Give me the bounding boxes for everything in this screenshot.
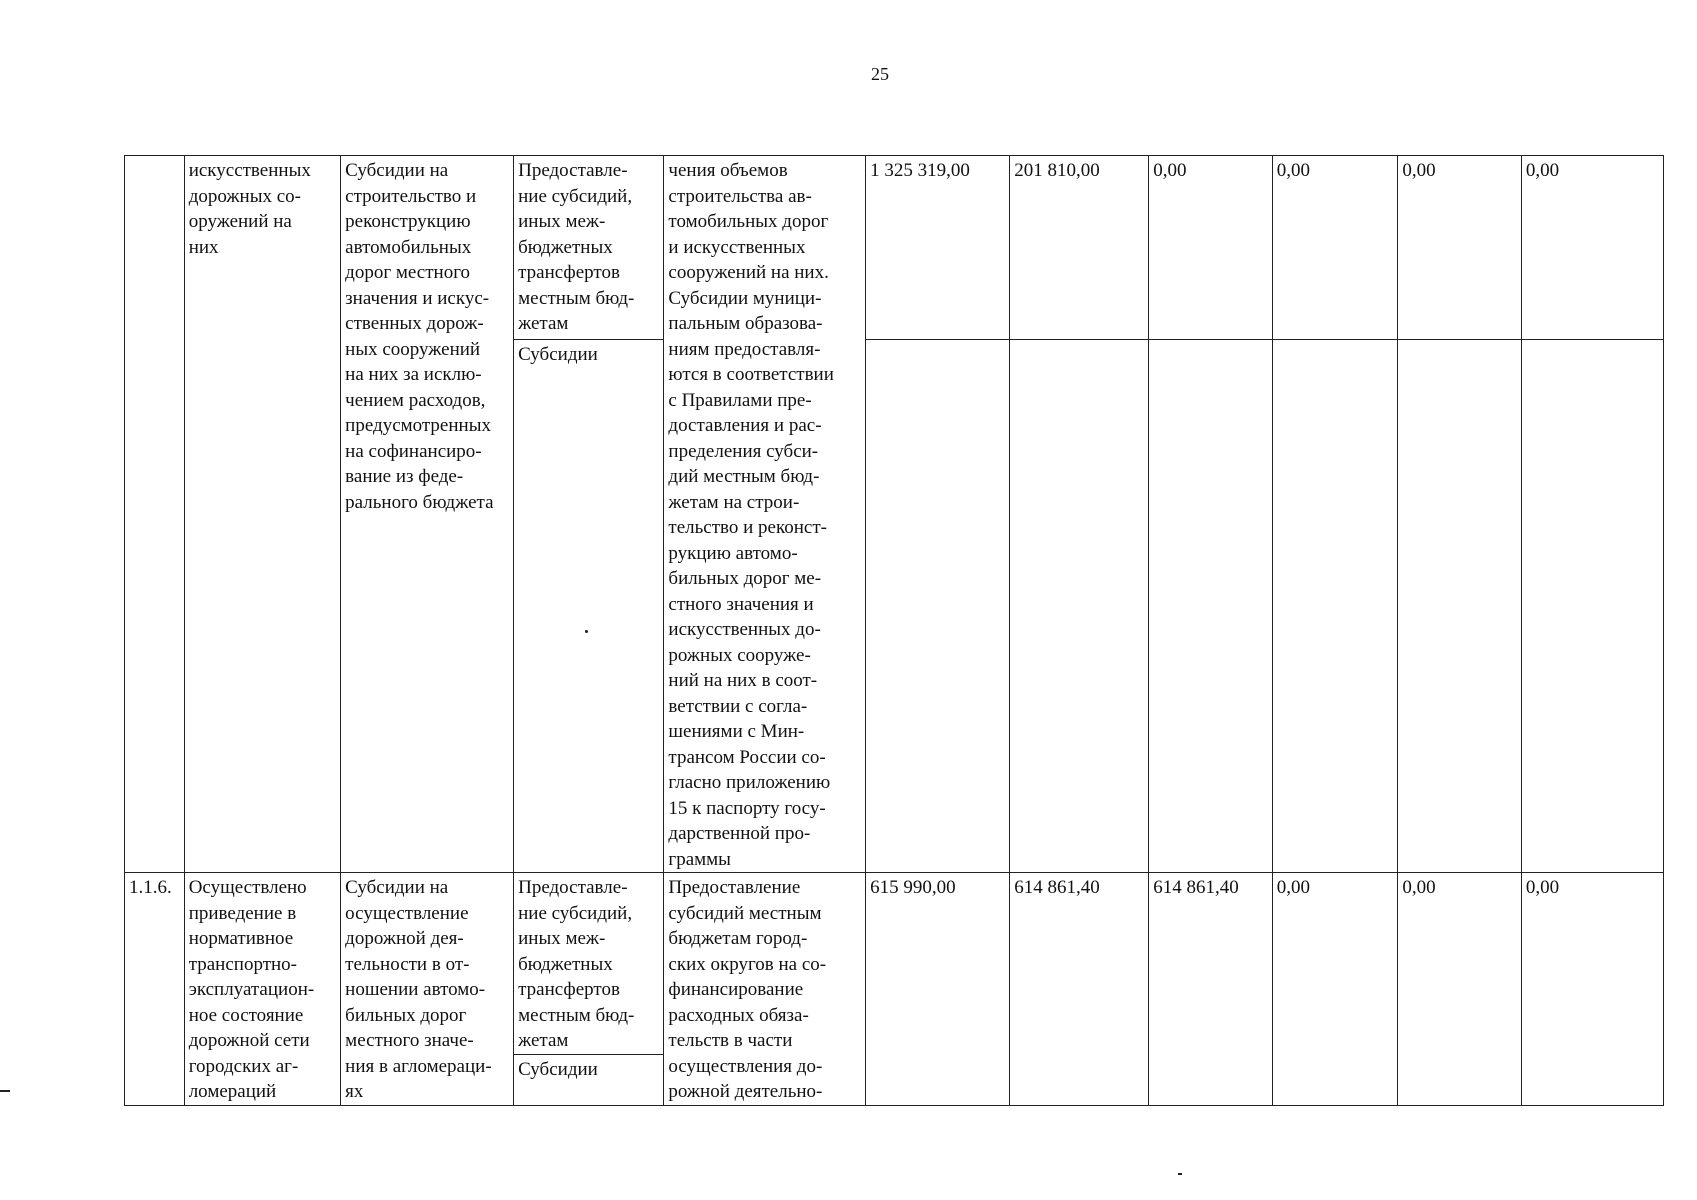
amount-cell-empty bbox=[1398, 340, 1522, 873]
scan-mark bbox=[0, 1090, 10, 1092]
amount-cell: 0,00 bbox=[1398, 156, 1522, 340]
scan-dot bbox=[1178, 1173, 1182, 1175]
measure-description: Предоставление субсидий местным бюджетам город- ских округов на со- финансирование расходных обяза- тельств в части осуществления до- рожной деятельно- bbox=[664, 873, 866, 1106]
funding-mechanism: Предоставле- ние субсидий, иных меж- бюджетных трансфертов местным бюд- жетам bbox=[514, 873, 664, 1055]
table-row bbox=[125, 873, 1664, 1055]
amount-cell-empty bbox=[866, 340, 1010, 873]
amount-cell: 0,00 bbox=[1398, 873, 1522, 1106]
measure-name: искусственных дорожных со- оружений на них bbox=[184, 156, 340, 873]
budget-table bbox=[124, 155, 1664, 1106]
amount-cell-empty bbox=[1149, 340, 1273, 873]
amount-cell: 614 861,40 bbox=[1010, 873, 1149, 1106]
amount-cell: 0,00 bbox=[1521, 156, 1663, 340]
measure-description: чения объемов строительства ав- томобильных дорог и искусственных сооружений на них. Субсидии муници- пальным образова- ниям предоставля- ются в соответствии с Правилами пре- доставления и рас- пределения субси- дий местным бюд- жетам на строи- тельство и реконст- рукцию автомо- бильных дорог ме- стного значения и искусственных до- рожных сооруже- ний на них в соот- ветствии с согла- шениями с Мин- трансом России со- гласно приложению 15 к паспорту госу- дарственной про- граммы bbox=[664, 156, 866, 873]
amount-cell: 201 810,00 bbox=[1010, 156, 1149, 340]
table-row bbox=[125, 156, 1664, 340]
subsidy-type: Субсидии на осуществление дорожной дея- тельности в от- ношении автомо- бильных дорог местного значе- ния в агломераци- ях bbox=[341, 873, 514, 1106]
funding-subtype: Субсидии bbox=[514, 340, 664, 873]
amount-cell: 0,00 bbox=[1272, 156, 1398, 340]
amount-cell: 615 990,00 bbox=[866, 873, 1010, 1106]
row-index bbox=[125, 156, 185, 873]
scan-dot bbox=[585, 630, 588, 633]
page-number: 25 bbox=[871, 64, 889, 84]
subsidy-type: Субсидии на строительство и реконструкцию автомобильных дорог местного значения и искус- ственных дорож- ных сооружений на них за исклю- чением расходов, предусмотренных на софинансиро- вание из феде- рального бюджета bbox=[341, 156, 514, 873]
measure-name: Осуществлено приведение в нормативное транспортно- эксплуатацион- ное состояние дорожной сети городских аг- ломераций bbox=[184, 873, 340, 1106]
amount-cell: 1 325 319,00 bbox=[866, 156, 1010, 340]
amount-cell-empty bbox=[1010, 340, 1149, 873]
row-index: 1.1.6. bbox=[125, 873, 185, 1106]
amount-cell: 0,00 bbox=[1521, 873, 1663, 1106]
funding-mechanism: Предоставле- ние субсидий, иных меж- бюджетных трансфертов местным бюд- жетам bbox=[514, 156, 664, 340]
amount-cell-empty bbox=[1272, 340, 1398, 873]
amount-cell: 0,00 bbox=[1149, 156, 1273, 340]
funding-subtype: Субсидии bbox=[514, 1055, 664, 1105]
amount-cell: 614 861,40 bbox=[1149, 873, 1273, 1106]
amount-cell-empty bbox=[1521, 340, 1663, 873]
amount-cell: 0,00 bbox=[1272, 873, 1398, 1106]
